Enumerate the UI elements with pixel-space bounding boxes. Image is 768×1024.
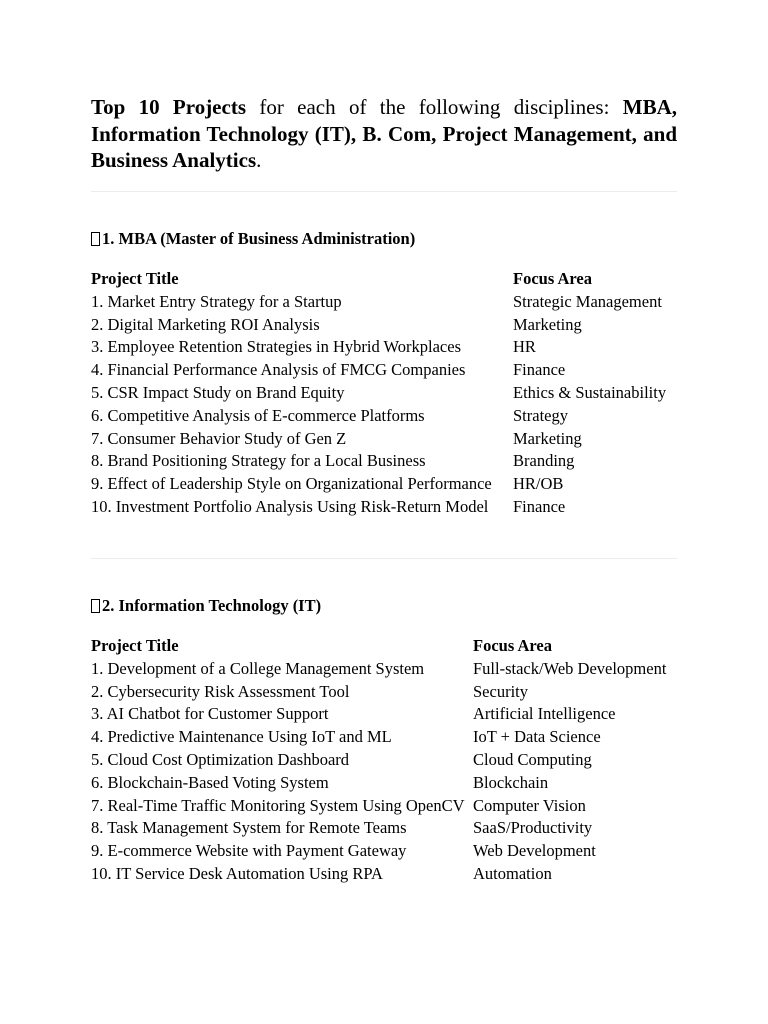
mba-projects-table bbox=[91, 267, 677, 518]
table-row bbox=[91, 358, 677, 381]
focus-area: Strategy bbox=[513, 405, 568, 425]
focus-area: Ethics & Sustainability bbox=[513, 383, 667, 403]
table-row bbox=[91, 839, 677, 862]
intro-text-1: for each of the following disciplines: bbox=[246, 95, 623, 119]
project-title: 2. Cybersecurity Risk Assessment Tool bbox=[91, 681, 350, 701]
table-row bbox=[91, 748, 677, 771]
focus-area: Branding bbox=[513, 451, 575, 471]
project-title: 9. E-commerce Website with Payment Gateway bbox=[91, 841, 407, 861]
focus-area: Web Development bbox=[473, 841, 596, 861]
section-heading-mba bbox=[91, 229, 415, 249]
section-heading-it bbox=[91, 596, 321, 616]
focus-area: Finance bbox=[513, 497, 566, 517]
table-row bbox=[91, 817, 677, 840]
project-title: 3. AI Chatbot for Customer Support bbox=[91, 704, 329, 724]
table-row bbox=[91, 381, 677, 404]
project-title: 7. Real-Time Traffic Monitoring System Using OpenCV bbox=[91, 795, 465, 815]
focus-area: Marketing bbox=[513, 428, 582, 448]
focus-area: Full-stack/Web Development bbox=[473, 658, 667, 678]
focus-area: Finance bbox=[513, 360, 566, 380]
table-row bbox=[91, 703, 677, 726]
project-title: 8. Brand Positioning Strategy for a Local Business bbox=[91, 451, 426, 471]
project-title: 1. Market Entry Strategy for a Startup bbox=[91, 291, 342, 311]
table-row bbox=[91, 336, 677, 359]
divider bbox=[91, 558, 677, 559]
intro-bold-1: Top 10 Projects bbox=[91, 95, 246, 119]
focus-area: Security bbox=[473, 681, 528, 701]
project-title: 8. Task Management System for Remote Teams bbox=[91, 818, 407, 838]
column-header-focus: Focus Area bbox=[473, 636, 552, 655]
table-row bbox=[91, 657, 677, 680]
project-title: 6. Blockchain-Based Voting System bbox=[91, 772, 329, 792]
table-row bbox=[91, 313, 677, 336]
focus-area: HR bbox=[513, 337, 536, 357]
table-header-row bbox=[91, 634, 677, 657]
table-row bbox=[91, 427, 677, 450]
project-title: 2. Digital Marketing ROI Analysis bbox=[91, 314, 320, 334]
table-row bbox=[91, 862, 677, 885]
focus-area: Marketing bbox=[513, 314, 582, 334]
focus-area: HR/OB bbox=[513, 474, 564, 494]
table-row bbox=[91, 771, 677, 794]
table-row bbox=[91, 472, 677, 495]
table-row bbox=[91, 794, 677, 817]
column-header-title: Project Title bbox=[91, 636, 179, 655]
focus-area: Blockchain bbox=[473, 772, 549, 792]
table-row bbox=[91, 404, 677, 427]
project-title: 5. CSR Impact Study on Brand Equity bbox=[91, 383, 345, 403]
project-title: 1. Development of a College Management System bbox=[91, 658, 425, 678]
missing-glyph-icon bbox=[91, 232, 100, 246]
project-title: 10. IT Service Desk Automation Using RPA bbox=[91, 864, 383, 884]
section-heading-text: 2. Information Technology (IT) bbox=[102, 596, 322, 615]
project-title: 6. Competitive Analysis of E-commerce Platforms bbox=[91, 405, 425, 425]
divider bbox=[91, 191, 677, 192]
project-title: 7. Consumer Behavior Study of Gen Z bbox=[91, 428, 347, 448]
project-title: 3. Employee Retention Strategies in Hybrid Workplaces bbox=[91, 337, 461, 357]
table-row bbox=[91, 495, 677, 518]
focus-area: SaaS/Productivity bbox=[473, 818, 593, 838]
table-row bbox=[91, 680, 677, 703]
intro-bold-2: MBA, Information Technology (IT), B. Com, Project Management, and Business Analytics bbox=[91, 95, 678, 172]
column-header-title: Project Title bbox=[91, 269, 179, 288]
table-row bbox=[91, 450, 677, 473]
focus-area: IoT + Data Science bbox=[473, 727, 601, 747]
focus-area: Strategic Management bbox=[513, 291, 662, 311]
focus-area: Automation bbox=[473, 864, 552, 884]
intro-paragraph bbox=[91, 94, 677, 174]
it-projects-table bbox=[91, 634, 677, 885]
missing-glyph-icon bbox=[91, 599, 100, 613]
section-heading-text: 1. MBA (Master of Business Administration) bbox=[102, 229, 416, 248]
focus-area: Artificial Intelligence bbox=[473, 704, 616, 724]
project-title: 10. Investment Portfolio Analysis Using Risk-Return Model bbox=[91, 497, 489, 517]
table-row bbox=[91, 290, 677, 313]
focus-area: Computer Vision bbox=[473, 795, 586, 815]
project-title: 4. Financial Performance Analysis of FMCG Companies bbox=[91, 360, 466, 380]
table-row bbox=[91, 725, 677, 748]
project-title: 4. Predictive Maintenance Using IoT and ML bbox=[91, 727, 392, 747]
project-title: 5. Cloud Cost Optimization Dashboard bbox=[91, 750, 350, 770]
focus-area: Cloud Computing bbox=[473, 750, 592, 770]
intro-text-2: . bbox=[256, 148, 262, 172]
project-title: 9. Effect of Leadership Style on Organizational Performance bbox=[91, 474, 492, 494]
table-header-row bbox=[91, 267, 677, 290]
column-header-focus: Focus Area bbox=[513, 269, 592, 288]
